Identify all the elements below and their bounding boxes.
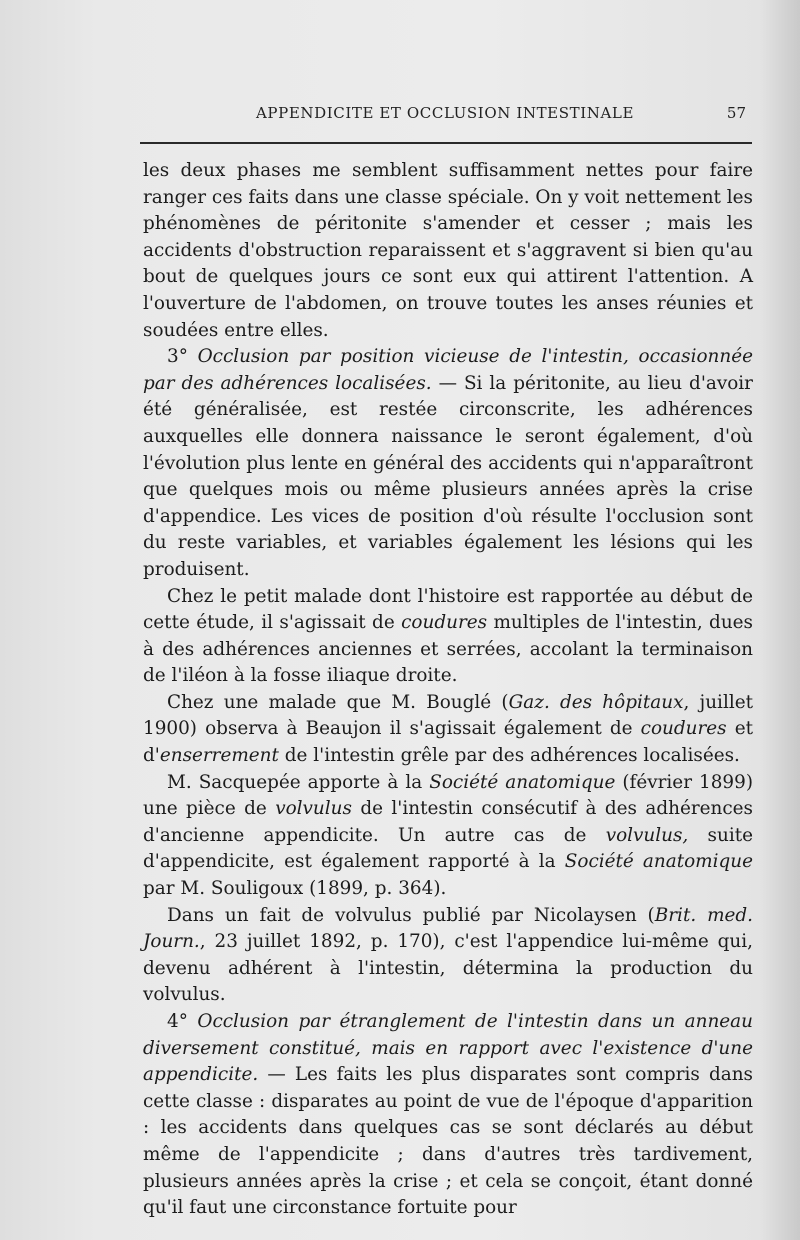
italic-text-run: enserrement <box>159 745 279 767</box>
page-header <box>140 104 752 128</box>
paragraph-p7 <box>143 1009 753 1222</box>
text-run: et d' <box>143 718 753 767</box>
italic-text-run: Société anatomique <box>429 771 616 793</box>
body-text <box>143 158 753 1222</box>
text-run: multiples de l'intestin, dues à des adhérences anciennes et serrées, accolant la terminaison de l'iléon à la fosse iliaque droite. <box>143 612 753 687</box>
running-title: APPENDICITE ET OCCLUSION INTESTINALE <box>256 104 634 122</box>
paragraph-p5 <box>143 770 753 903</box>
italic-text-run: volvulus, <box>605 824 689 846</box>
text-run: , juillet 1900) observa à Beaujon il s'agissait également de <box>143 691 753 740</box>
italic-text-run: Occlusion par étranglement de l'intestin dans un anneau diversement constitué, mais en rapport avec l'existence d'une appendicite. <box>143 1011 753 1086</box>
text-run: M. Sacquepée apporte à la <box>167 771 430 793</box>
text-run: 3° <box>167 346 198 368</box>
text-run: — Les faits les plus disparates sont compris dans cette classe : disparates au point de vue de l'époque d'apparition : les accidents dans quelques cas se sont déclarés au début même de l'appendicite ; dans d'autres très tardivement, plusieurs années après la crise ; et cela se conçoit, étant donné qu'il faut une circonstance fortuite pour <box>143 1064 753 1219</box>
text-run: — Si la péritonite, au lieu d'avoir été généralisée, est restée circonscrite, les adhérences auxquelles elle donnera naissance le seront également, d'où l'évolution plus lente en général des accidents qui n'apparaîtront que quelques mois ou même plusieurs années après la crise d'appendice. Les vices de position d'où résulte l'occlusion sont du reste variables, et variables également les lésions qui les produisent. <box>143 372 753 580</box>
text-run: les deux phases me semblent suffisamment nettes pour faire ranger ces faits dans une classe spéciale. On y voit nettement les phénomènes de péritonite s'amender et cesser ; mais les accidents d'obstruction reparaissent et s'aggravent si bien qu'au bout de quelques jours ce sont eux qui attirent l'attention. A l'ouverture de l'abdomen, on trouve toutes les anses réunies et soudées entre elles. <box>143 160 753 341</box>
italic-text-run: Gaz. des hôpitaux <box>508 691 684 713</box>
italic-text-run: volvulus <box>275 798 352 820</box>
text-run: 4° <box>167 1011 198 1032</box>
italic-text-run: coudures <box>640 718 727 740</box>
text-run: suite d'appendicite, est également rapporté à la <box>143 824 753 873</box>
text-run: , 23 juillet 1892, p. 170), c'est l'appendice lui-même qui, devenu adhérent à l'intestin, détermina la production du volvulus. <box>143 931 753 1006</box>
italic-text-run: Société anatomique <box>564 851 753 873</box>
paragraph-p3 <box>143 584 753 690</box>
italic-text-run: Occlusion par position vicieuse de l'intestin, occasionnée par des adhérences localisées. <box>143 346 753 394</box>
italic-text-run: coudures <box>401 612 488 634</box>
text-run: de l'intestin grêle par des adhérences localisées. <box>278 745 740 767</box>
italic-text-run: Brit. med. Journ. <box>143 904 754 953</box>
text-run: Chez une malade que M. Bouglé ( <box>167 691 509 713</box>
text-run: de l'intestin consécutif à des adhérences d'ancienne appendicite. Un autre cas de <box>143 798 753 846</box>
paragraph-p2 <box>143 344 753 583</box>
text-run: Chez le petit malade dont l'histoire est rapportée au début de cette étude, il s'agissait de <box>143 585 753 634</box>
header-rule <box>140 142 752 144</box>
text-run: par M. Souligoux (1899, p. 364). <box>143 878 447 900</box>
page-number: 57 <box>726 104 746 122</box>
text-run: Dans un fait de volvulus publié par Nicolaysen ( <box>167 904 655 926</box>
paragraph-p4 <box>143 690 753 770</box>
text-run: (février 1899) une pièce de <box>143 771 753 820</box>
paragraph-p1 <box>143 158 753 344</box>
paragraph-p6 <box>143 903 753 1009</box>
